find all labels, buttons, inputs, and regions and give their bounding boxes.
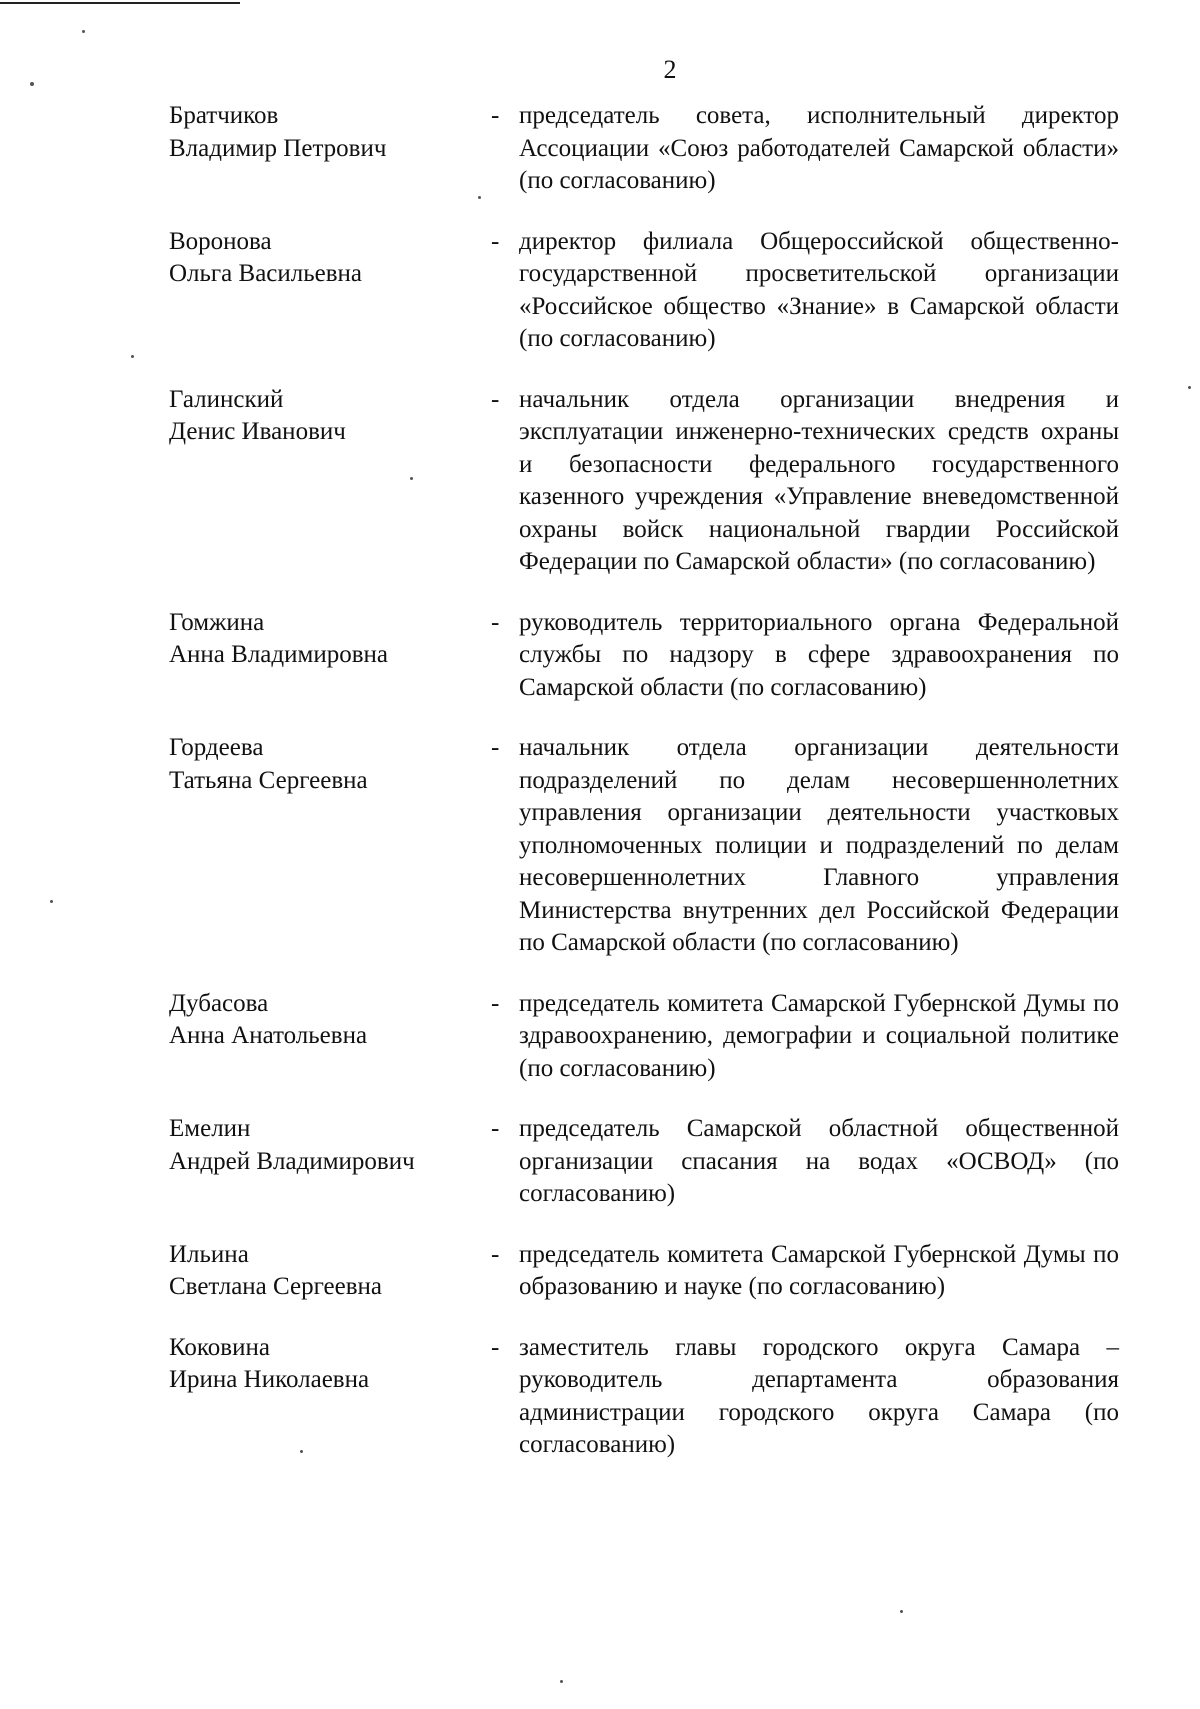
member-entry — [0, 732, 1200, 960]
member-surname: Галинский — [169, 385, 284, 413]
member-entry — [0, 607, 1200, 705]
dash-separator: - — [491, 102, 500, 129]
member-given-name: Андрей Владимирович — [169, 1147, 415, 1175]
member-surname: Воронова — [169, 227, 272, 255]
member-surname: Братчиков — [169, 102, 279, 129]
member-name — [169, 607, 491, 672]
member-name — [169, 226, 491, 291]
member-role: председатель комитета Самарской Губернской Думы по здравоохранению, демографии и социальной политике (по согласованию) — [519, 989, 1119, 1082]
member-given-name: Анна Владимировна — [169, 641, 388, 668]
member-role: начальник отдела организации деятельности подразделений по делам несовершеннолетних управления организации деятельности участковых уполномоченных полиции и подразделений по делам несовершеннолетних Главного управления Министерства внутренних дел Российской Федерации по Самарской области (по согласованию) — [519, 734, 1119, 956]
scan-edge-line — [0, 2, 240, 4]
member-given-name: Ольга Васильевна — [169, 260, 363, 287]
member-entry — [0, 226, 1200, 356]
member-role: председатель Самарской областной общественной организации спасания на водах «ОСВОД» (по согласованию) — [519, 1115, 1119, 1207]
dash-separator: - — [491, 1333, 500, 1361]
member-name — [169, 100, 491, 165]
member-entry — [0, 100, 1200, 198]
page-number: 2 — [663, 55, 677, 84]
member-given-name: Татьяна Сергеевна — [169, 766, 368, 794]
dash-separator: - — [491, 734, 500, 761]
scan-speck — [478, 196, 481, 199]
dash-separator: - — [491, 1240, 500, 1268]
member-role: председатель совета, исполнительный директор Ассоциации «Союз работодателей Самарской области» (по согласованию) — [519, 102, 1119, 194]
member-given-name: Светлана Сергеевна — [169, 1273, 383, 1300]
dash-separator: - — [491, 989, 500, 1017]
member-role: председатель комитета Самарской Губернской Думы по образованию и науке (по согласованию) — [519, 1240, 1119, 1300]
dash-separator: - — [491, 227, 500, 255]
member-entry — [0, 1239, 1200, 1304]
member-name — [169, 1332, 491, 1397]
scan-speck — [30, 82, 34, 86]
member-given-name: Анна Анатольевна — [169, 1022, 368, 1049]
scan-speck — [900, 1610, 903, 1613]
member-surname: Емелин — [169, 1115, 251, 1142]
member-role: руководитель территориального органа Федеральной службы по надзору в сфере здравоохранения по Самарской области (по согласованию) — [519, 608, 1119, 701]
member-entry — [0, 1113, 1200, 1211]
dash-separator: - — [491, 608, 500, 636]
member-name — [169, 384, 491, 449]
member-name — [169, 988, 491, 1053]
member-name — [169, 1239, 491, 1304]
member-list — [0, 100, 1200, 1490]
member-surname: Дубасова — [169, 989, 269, 1017]
scan-speck — [50, 900, 53, 903]
member-name — [169, 1113, 491, 1178]
member-surname: Гомжина — [169, 608, 265, 636]
member-role: заместитель главы городского округа Самара – руководитель департамента образования администрации городского округа Самара (по согласованию) — [519, 1333, 1119, 1458]
scan-speck — [131, 355, 134, 358]
member-given-name: Денис Иванович — [169, 418, 346, 445]
member-surname: Ильина — [169, 1240, 249, 1268]
member-role: начальник отдела организации внедрения и эксплуатации инженерно-технических средств охраны и безопасности федерального государственного казенного учреждения «Управление вневедомственной охраны войск национальной гвардии Российской Федерации по Самарской области» (по согласованию) — [519, 385, 1119, 575]
scan-speck — [82, 30, 85, 33]
member-surname: Коковина — [169, 1333, 270, 1361]
member-entry — [0, 384, 1200, 579]
dash-separator: - — [491, 385, 500, 413]
member-given-name: Владимир Петрович — [169, 134, 387, 162]
member-given-name: Ирина Николаевна — [169, 1366, 370, 1393]
dash-separator: - — [491, 1115, 500, 1142]
scan-speck — [1188, 386, 1191, 389]
scan-speck — [410, 477, 413, 480]
member-role: директор филиала Общероссийской общественно-государственной просветительской организации «Российское общество «Знание» в Самарской области (по согласованию) — [519, 227, 1119, 352]
member-entry — [0, 1332, 1200, 1462]
member-name — [169, 732, 491, 797]
member-surname: Гордеева — [169, 734, 264, 761]
scan-speck — [560, 1680, 563, 1683]
scan-speck — [300, 1450, 303, 1453]
member-entry — [0, 988, 1200, 1086]
